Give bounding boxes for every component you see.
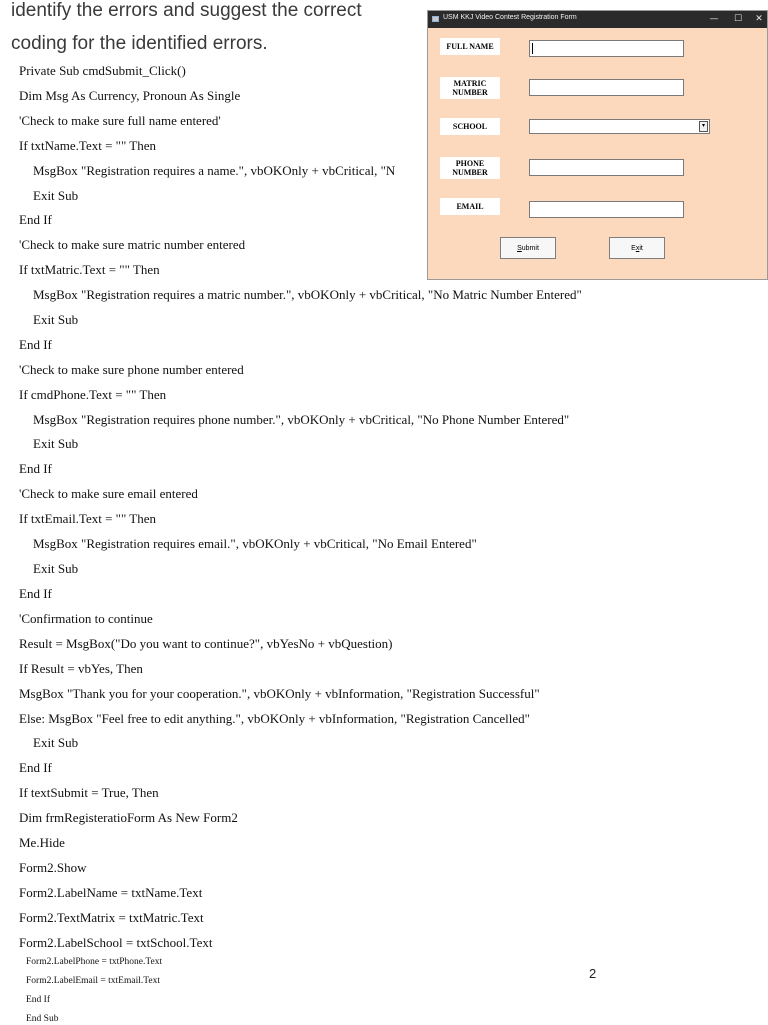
code-line: If Result = vbYes, Then <box>19 661 143 676</box>
matric-number-input[interactable] <box>529 79 684 96</box>
school-label <box>440 118 500 135</box>
matric-label-line-2: NUMBER <box>452 88 488 97</box>
code-line: End If <box>19 461 52 476</box>
matric-label-line-1: MATRIC <box>453 79 487 88</box>
school-dropdown[interactable] <box>529 119 710 134</box>
submit-label-rest: ubmit <box>521 244 539 252</box>
phone-label-line-2: NUMBER <box>452 168 488 177</box>
code-line: End If <box>19 337 52 352</box>
code-line: Form2.LabelSchool = txtSchool.Text <box>19 935 213 950</box>
code-line: If cmdPhone.Text = "" Then <box>19 387 167 402</box>
registration-form-window <box>427 10 768 280</box>
code-line: 'Check to make sure email entered <box>19 486 198 501</box>
code-line: If txtMatric.Text = "" Then <box>19 262 160 277</box>
code-line: Exit Sub <box>33 312 79 327</box>
submit-mnemonic: S <box>517 244 522 252</box>
full-name-label <box>440 38 500 55</box>
question-heading-line-2: coding for the identified errors. <box>11 33 268 54</box>
code-line: 'Check to make sure full name entered' <box>19 113 221 128</box>
code-line: Dim Msg As Currency, Pronoun As Single <box>19 88 241 103</box>
phone-label-line-1: PHONE <box>455 159 485 168</box>
exit-mnemonic: x <box>635 244 640 252</box>
code-line: Exit Sub <box>33 561 79 576</box>
code-line: MsgBox "Registration requires a matric number.", vbOKOnly + vbCritical, "No Matric Number Entered" <box>33 287 582 302</box>
phone-number-label <box>440 157 500 179</box>
matric-number-label <box>440 77 500 99</box>
code-line: End Sub <box>26 1014 59 1024</box>
exit-button[interactable] <box>609 237 665 259</box>
school-label-text: SCHOOL <box>452 122 488 131</box>
email-input[interactable] <box>529 201 684 218</box>
code-line: 'Confirmation to continue <box>19 611 153 626</box>
code-line: 'Check to make sure phone number entered <box>19 362 244 377</box>
code-line: If txtName.Text = "" Then <box>19 138 157 153</box>
window-titlebar <box>428 11 767 28</box>
close-icon[interactable]: ✕ <box>755 14 763 24</box>
exit-label-first: E <box>631 244 636 252</box>
code-line: Exit Sub <box>33 188 79 203</box>
code-line: Form2.TextMatrix = txtMatric.Text <box>19 910 204 925</box>
email-label-text: EMAIL <box>456 202 484 211</box>
page-number: 2 <box>589 966 597 981</box>
code-line: Form2.LabelName = txtName.Text <box>19 885 203 900</box>
code-line: MsgBox "Registration requires a name.", vbOKOnly + vbCritical, "N <box>33 163 396 178</box>
code-line: Form2.LabelEmail = txtEmail.Text <box>26 976 160 986</box>
code-line: If textSubmit = True, Then <box>19 785 159 800</box>
code-line: Result = MsgBox("Do you want to continue?", vbYesNo + vbQuestion) <box>19 636 393 651</box>
code-line: MsgBox "Thank you for your cooperation.", vbOKOnly + vbInformation, "Registration Successful" <box>19 686 540 701</box>
maximize-icon[interactable]: ☐ <box>733 14 743 24</box>
full-name-input[interactable] <box>529 40 684 57</box>
code-line: MsgBox "Registration requires email.", vbOKOnly + vbCritical, "No Email Entered" <box>33 536 477 551</box>
code-line: Me.Hide <box>19 835 65 850</box>
phone-number-input[interactable] <box>529 159 684 176</box>
code-line: Exit Sub <box>33 735 79 750</box>
code-line: MsgBox "Registration requires phone number.", vbOKOnly + vbCritical, "No Phone Number Entered" <box>33 412 570 427</box>
code-line: Private Sub cmdSubmit_Click() <box>19 63 186 78</box>
code-line: If txtEmail.Text = "" Then <box>19 511 157 526</box>
code-line: End If <box>19 760 52 775</box>
minimize-icon[interactable]: — <box>709 14 719 24</box>
code-line: End If <box>19 586 52 601</box>
window-title: USM KKJ Video Contest Registration Form <box>443 14 577 21</box>
code-line: End If <box>26 995 51 1005</box>
text-caret <box>532 43 533 54</box>
code-line: Form2.Show <box>19 860 87 875</box>
code-line: Form2.LabelPhone = txtPhone.Text <box>26 957 163 967</box>
exit-label-rest: it <box>639 244 643 252</box>
email-label <box>440 198 500 215</box>
code-line: Dim frmRegisteratioForm As New Form2 <box>19 810 238 825</box>
full-name-label-text: FULL NAME <box>446 42 494 51</box>
chevron-down-icon[interactable]: ▾ <box>699 121 708 132</box>
code-line: Else: MsgBox "Feel free to edit anything.", vbOKOnly + vbInformation, "Registration Cancelled" <box>19 711 530 726</box>
question-heading-line-1: identify the errors and suggest the correct <box>11 0 362 21</box>
code-line: End If <box>19 212 52 227</box>
submit-button[interactable] <box>500 237 556 259</box>
code-line: Exit Sub <box>33 436 79 451</box>
app-icon <box>432 16 439 22</box>
code-line: 'Check to make sure matric number entered <box>19 237 246 252</box>
